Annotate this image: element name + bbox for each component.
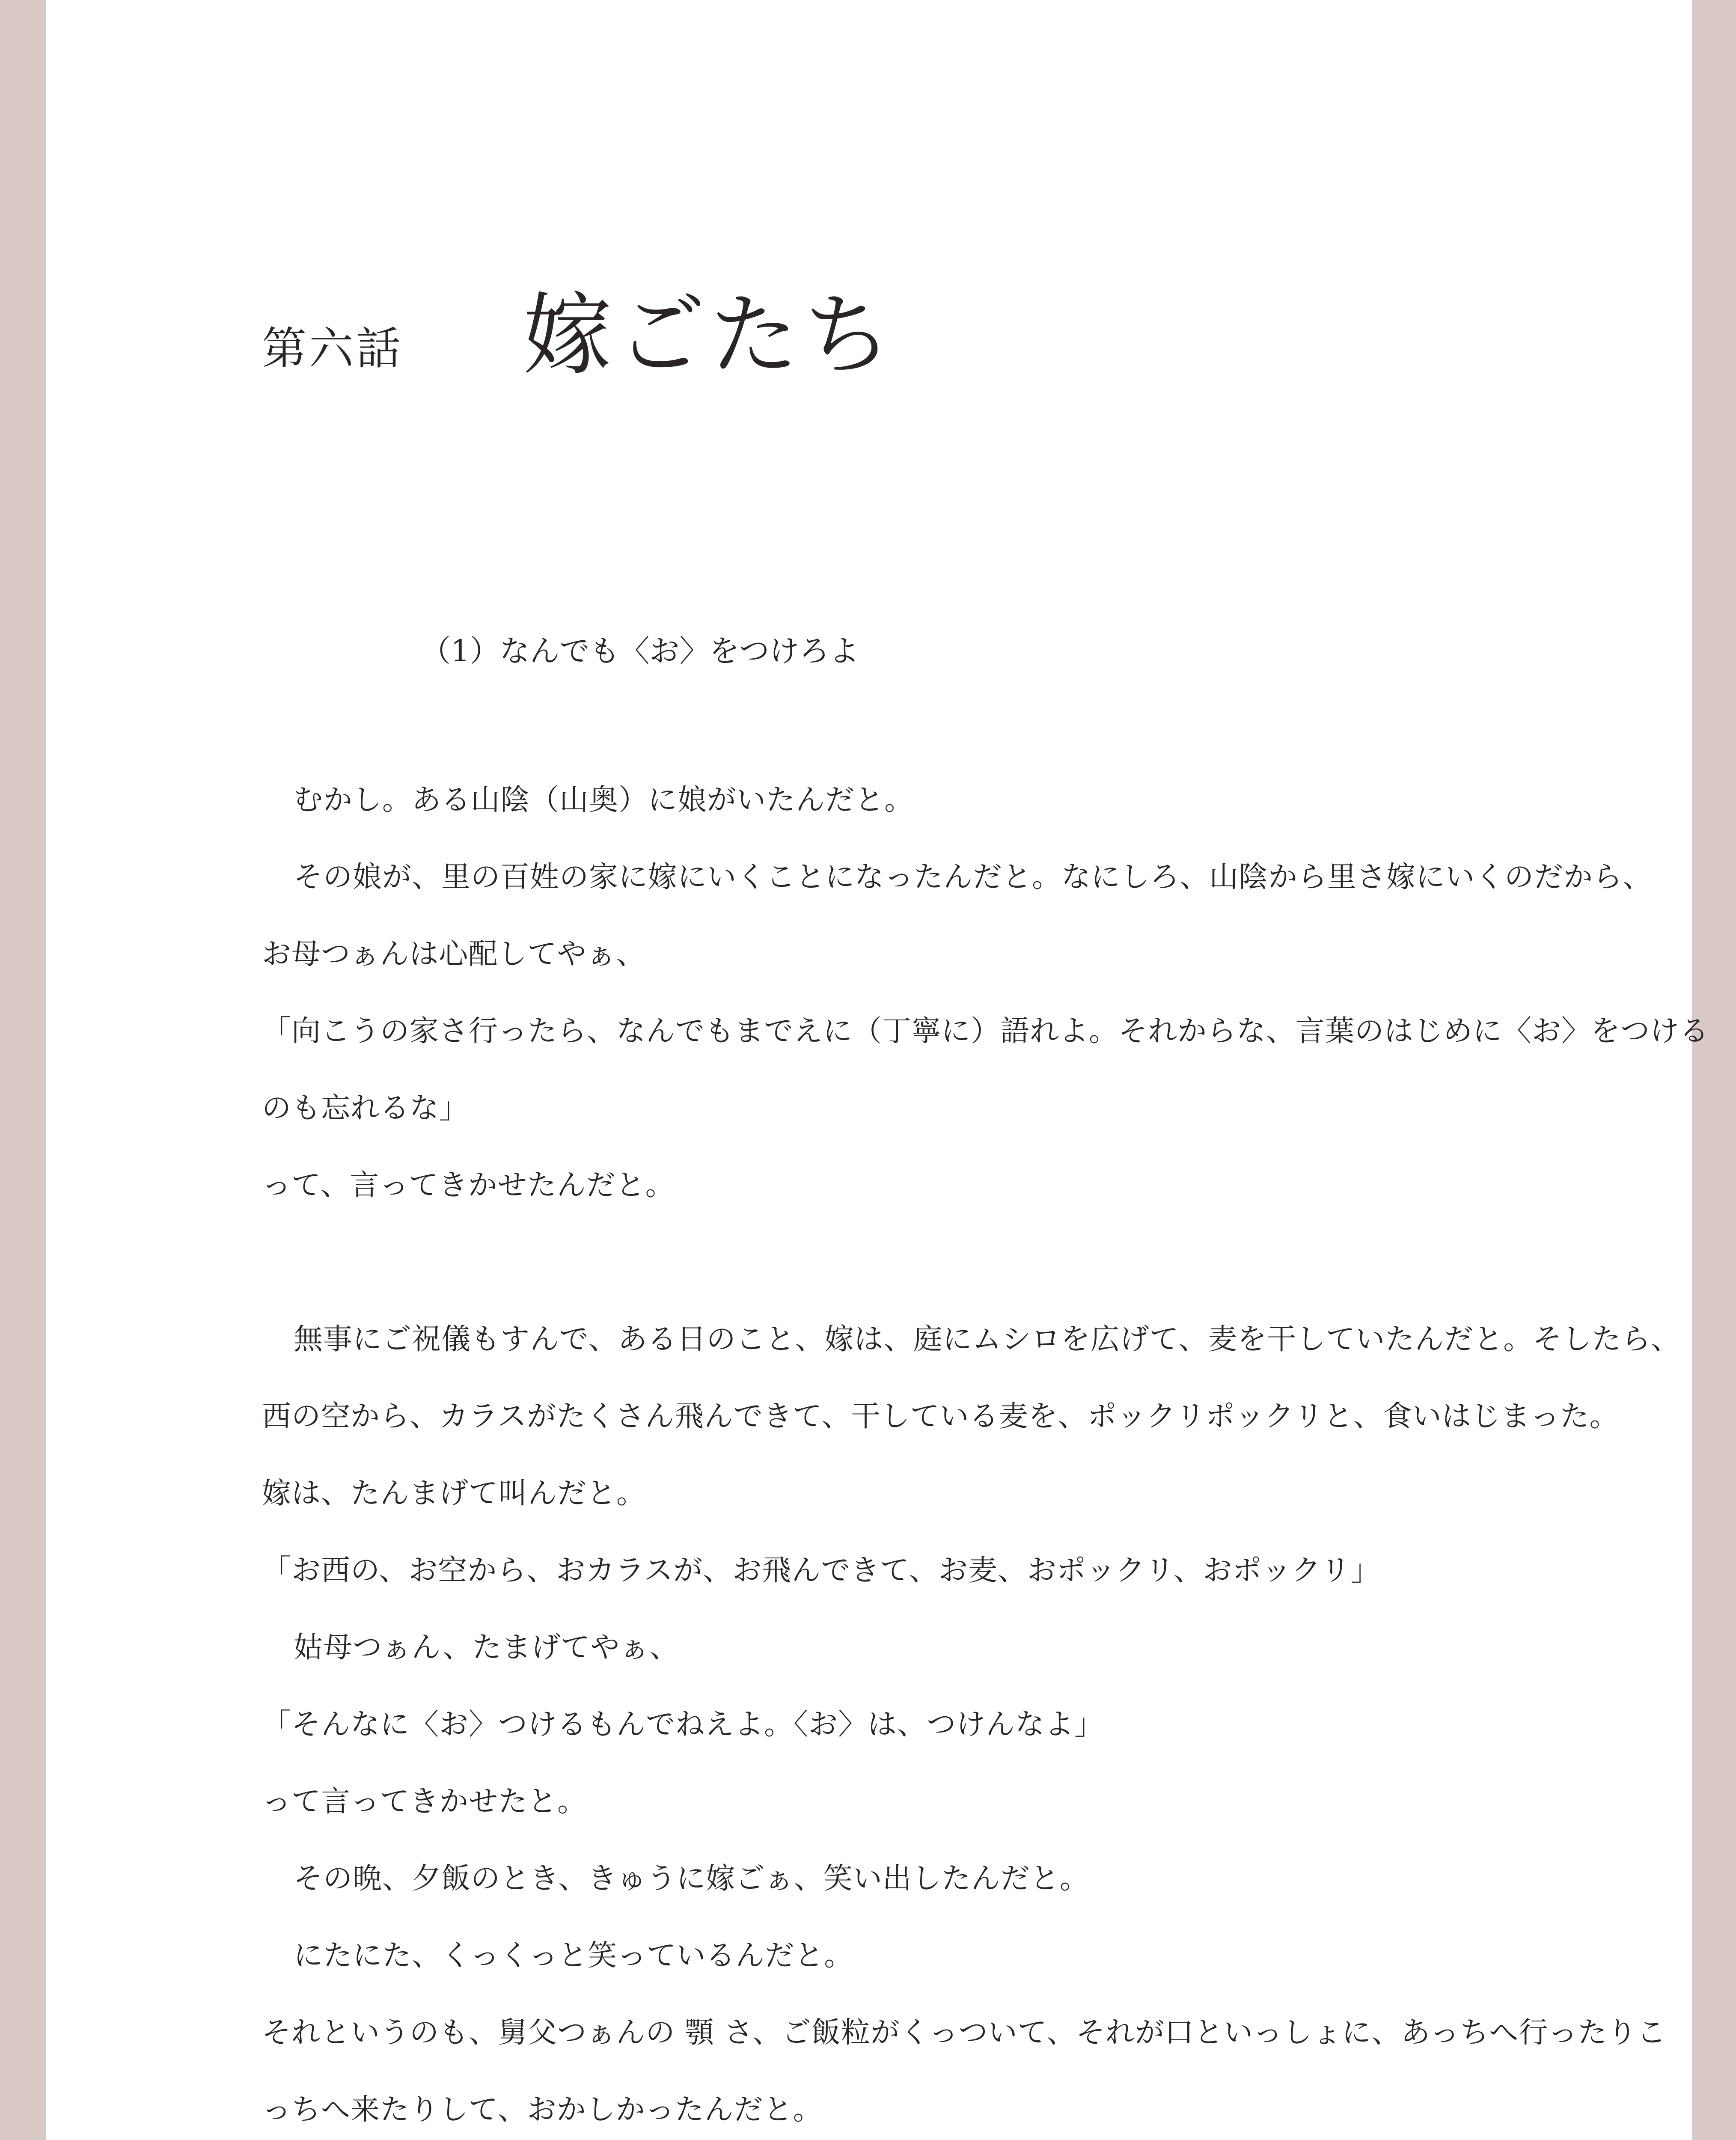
story-body bbox=[262, 783, 1709, 2140]
story-line: 「お西の、お空から、おカラスが、お飛んできて、お麦、おポックリ、おポックリ」 bbox=[262, 1554, 1380, 1587]
story-line: 西の空から、カラスがたくさん飛んできて、干している麦を、ポックリポックリと、食いはじまった。 bbox=[262, 1400, 1619, 1433]
chapter-title: 嫁ごたち bbox=[523, 284, 897, 387]
story-line: お母つぁんは心配してやぁ、 bbox=[262, 937, 646, 971]
story-line: その娘が、里の百姓の家に嫁にいくことになったんだと。なにしろ、山陰から里さ嫁にいくのだから、 bbox=[294, 860, 1653, 894]
story-line: 姑母つぁん、たまげてやぁ、 bbox=[294, 1631, 679, 1664]
story-line: って、言ってきかせたんだと。 bbox=[262, 1168, 675, 1202]
chapter-header bbox=[262, 284, 897, 387]
story-line: それというのも、舅父つぁんの 顎 さ、ご飯粒がくっついて、それが口といっしょに、あっちへ行ったりこ bbox=[262, 2016, 1667, 2050]
story-line: むかし。ある山陰（山奥）に娘がいたんだと。 bbox=[294, 783, 914, 817]
story-line: 「そんなに〈お〉つけるもんでねえよ。〈お〉は、つけんなよ」 bbox=[262, 1708, 1104, 1742]
page-paper bbox=[46, 0, 1709, 2140]
chapter-label: 第六話 bbox=[262, 322, 404, 374]
section-title: （1）なんでも〈お〉をつけろよ bbox=[421, 633, 859, 669]
story-line: にたにた、くっくっと笑っているんだと。 bbox=[294, 1939, 854, 1973]
story-line: 嫁は、たんまげて叫んだと。 bbox=[262, 1477, 646, 1510]
story-line: 「向こうの家さ行ったら、なんでもまでえに（丁寧に）語れよ。それからな、言葉のはじめに〈お〉をつける bbox=[262, 1014, 1709, 1048]
paragraph-gap bbox=[262, 1248, 1572, 1325]
story-line: その晩、夕飯のとき、きゅうに嫁ごぁ、笑い出したんだと。 bbox=[294, 1862, 1089, 1896]
story-line: っちへ来たりして、おかしかったんだと。 bbox=[262, 2093, 823, 2127]
story-line: 無事にご祝儀もすんで、ある日のこと、嫁は、庭にムシロを広げて、麦を干していたんだと。そしたら、 bbox=[294, 1323, 1681, 1356]
story-line: のも忘れるな」 bbox=[262, 1091, 469, 1125]
story-line: って言ってきかせたと。 bbox=[262, 1785, 587, 1819]
